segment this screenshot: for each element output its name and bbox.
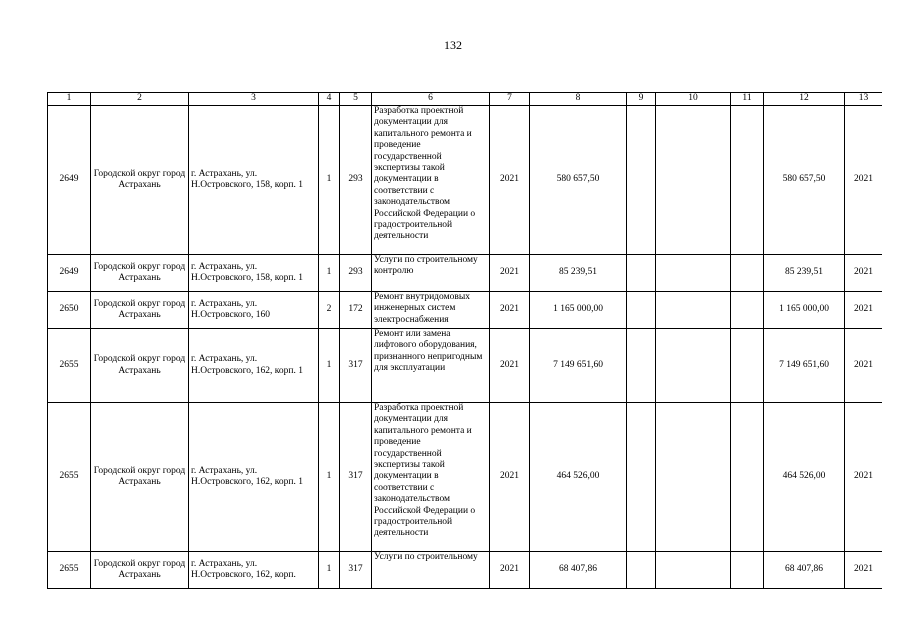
cell-work-type: Услуги по строительному контролю [372,255,490,292]
cell-col4: 1 [319,329,340,403]
cell-col11 [731,292,764,329]
cell-end-year: 2021 [845,106,883,255]
cell-year: 2021 [490,292,530,329]
cell-col5: 293 [340,106,372,255]
column-header: 4 [319,93,340,106]
column-header: 8 [530,93,627,106]
repair-program-table [47,92,882,589]
cell-col11 [731,255,764,292]
cell-col10 [656,403,731,552]
column-header: 9 [627,93,656,106]
cell-col5: 317 [340,329,372,403]
cell-house-id: 2650 [48,292,91,329]
cell-col11 [731,552,764,589]
cell-address: г. Астрахань, ул. Н.Островского, 162, корп. 1 [189,403,319,552]
column-header: 11 [731,93,764,106]
cell-col5: 317 [340,552,372,589]
cell-col11 [731,403,764,552]
cell-address: г. Астрахань, ул. Н.Островского, 158, корп. 1 [189,255,319,292]
cell-col11 [731,329,764,403]
cell-year: 2021 [490,106,530,255]
cell-col11 [731,106,764,255]
column-header: 2 [91,93,189,106]
cell-work-type: Услуги по строительному [372,552,490,589]
cell-municipality: Городской округ город Астрахань [91,329,189,403]
cell-municipality: Городской округ город Астрахань [91,292,189,329]
column-header: 12 [764,93,845,106]
cell-address: г. Астрахань, ул. Н.Островского, 162, корп. 1 [189,329,319,403]
cell-work-type: Ремонт или замена лифтового оборудования, признанного непригодным для эксплуатации [372,329,490,403]
column-header: 10 [656,93,731,106]
column-header: 7 [490,93,530,106]
cell-total-cost: 68 407,86 [530,552,627,589]
cell-house-id: 2655 [48,403,91,552]
cell-col9 [627,552,656,589]
cell-cost: 464 526,00 [764,403,845,552]
table-container [47,92,882,640]
cell-end-year: 2021 [845,292,883,329]
cell-col10 [656,552,731,589]
cell-col4: 1 [319,403,340,552]
table-row [48,329,883,403]
cell-address: г. Астрахань, ул. Н.Островского, 162, корп. [189,552,319,589]
cell-cost: 68 407,86 [764,552,845,589]
cell-col9 [627,292,656,329]
cell-col10 [656,106,731,255]
cell-end-year: 2021 [845,329,883,403]
cell-municipality: Городской округ город Астрахань [91,255,189,292]
cell-cost: 1 165 000,00 [764,292,845,329]
cell-cost: 85 239,51 [764,255,845,292]
cell-col10 [656,329,731,403]
cell-work-type: Разработка проектной документации для капитального ремонта и проведение государственной экспертизы такой документации в соответствии с законодательством Российской Федерации о градостроительной деятельности [372,106,490,255]
cell-total-cost: 7 149 651,60 [530,329,627,403]
cell-total-cost: 580 657,50 [530,106,627,255]
cell-col4: 1 [319,106,340,255]
cell-col4: 1 [319,552,340,589]
cell-end-year: 2021 [845,403,883,552]
cell-col9 [627,329,656,403]
cell-total-cost: 85 239,51 [530,255,627,292]
cell-municipality: Городской округ город Астрахань [91,403,189,552]
column-header: 1 [48,93,91,106]
cell-house-id: 2655 [48,552,91,589]
cell-col10 [656,292,731,329]
cell-end-year: 2021 [845,255,883,292]
column-header: 13 [845,93,883,106]
cell-work-type: Разработка проектной документации для капитального ремонта и проведение государственной экспертизы такой документации в соответствии с законодательством Российской Федерации о градостроительной деятельности [372,403,490,552]
column-header: 5 [340,93,372,106]
cell-municipality: Городской округ город Астрахань [91,106,189,255]
cell-col5: 293 [340,255,372,292]
cell-col9 [627,106,656,255]
cell-col9 [627,403,656,552]
cell-year: 2021 [490,255,530,292]
cell-house-id: 2655 [48,329,91,403]
cell-total-cost: 464 526,00 [530,403,627,552]
column-header: 6 [372,93,490,106]
cell-year: 2021 [490,329,530,403]
table-row [48,292,883,329]
cell-cost: 7 149 651,60 [764,329,845,403]
cell-col4: 2 [319,292,340,329]
table-row [48,552,883,589]
cell-end-year: 2021 [845,552,883,589]
cell-cost: 580 657,50 [764,106,845,255]
cell-year: 2021 [490,403,530,552]
cell-house-id: 2649 [48,106,91,255]
cell-work-type: Ремонт внутридомовых инженерных систем электроснабжения [372,292,490,329]
column-header: 3 [189,93,319,106]
table-row [48,403,883,552]
table-row [48,255,883,292]
cell-col10 [656,255,731,292]
cell-house-id: 2649 [48,255,91,292]
column-number-row [48,93,883,106]
cell-total-cost: 1 165 000,00 [530,292,627,329]
cell-col4: 1 [319,255,340,292]
cell-municipality: Городской округ город Астрахань [91,552,189,589]
cell-year: 2021 [490,552,530,589]
table-row [48,106,883,255]
cell-col9 [627,255,656,292]
cell-address: г. Астрахань, ул. Н.Островского, 160 [189,292,319,329]
page-number: 132 [444,38,462,52]
cell-col5: 172 [340,292,372,329]
cell-address: г. Астрахань, ул. Н.Островского, 158, корп. 1 [189,106,319,255]
cell-col5: 317 [340,403,372,552]
